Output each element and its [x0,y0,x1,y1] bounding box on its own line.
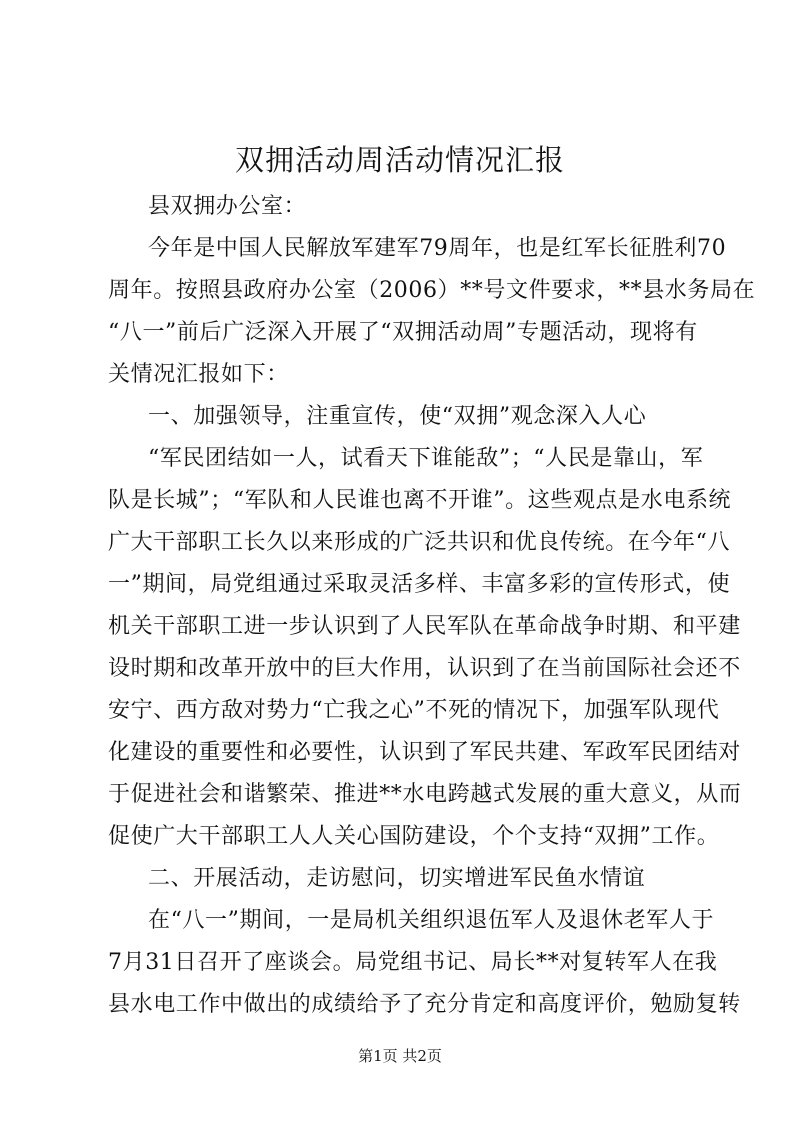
page-footer: 第1页 共2页 [358,1047,442,1065]
text-line: 安宁、西方敌对势力“亡我之心”不死的情况下，加强军队现代 [108,698,720,723]
text-line: 县水电工作中做出的成绩给予了充分肯定和高度评价，勉励复转 [108,992,741,1017]
text-line: 一”期间，局党组通过采取灵活多样、丰富多彩的宣传形式，使 [108,572,731,597]
text-line: 化建设的重要性和必要性，认识到了军民共建、军政军民团结对 [108,740,741,765]
document-title: 双拥活动周活动情况汇报 [234,143,565,177]
section-heading: 一、加强领导，注重宣传，使“双拥”观念深入人心 [148,404,647,429]
text-line: “军民团结如一人，试看天下谁能敌”；“人民是靠山，军 [148,446,704,471]
text-line: 在“八一”期间，一是局机关组织退伍军人及退休老军人于 [148,908,715,933]
text-line: 队是长城”；“军队和人民谁也离不开谁”。这些观点是水电系统 [108,488,732,513]
text-line: 促使广大干部职工人人关心国防建设，个个支持“双拥”工作。 [108,824,720,849]
text-line: 机关干部职工进一步认识到了人民军队在革命战争时期、和平建 [108,614,741,639]
text-line: 县双拥办公室： [148,194,307,219]
text-line: 周年。按照县政府办公室（2006）**号文件要求，**县水务局在 [108,278,756,303]
text-line: 今年是中国人民解放军建军79周年，也是红军长征胜利70 [148,236,727,261]
document-body [108,186,756,1026]
section-heading: 二、开展活动，走访慰问，切实增进军民鱼水情谊 [148,866,646,891]
text-line: 关情况汇报如下： [108,362,289,387]
text-line: 于促进社会和谐繁荣、推进**水电跨越式发展的重大意义，从而 [108,782,742,807]
text-line: “八一”前后广泛深入开展了“双拥活动周”专题活动，现将有 [108,320,698,345]
text-line: 7月31日召开了座谈会。局党组书记、局长**对复转军人在我 [108,950,718,975]
text-line: 广大干部职工长久以来形成的广泛共识和优良传统。在今年“八 [108,530,731,555]
text-line: 设时期和改革开放中的巨大作用，认识到了在当前国际社会还不 [108,656,741,681]
